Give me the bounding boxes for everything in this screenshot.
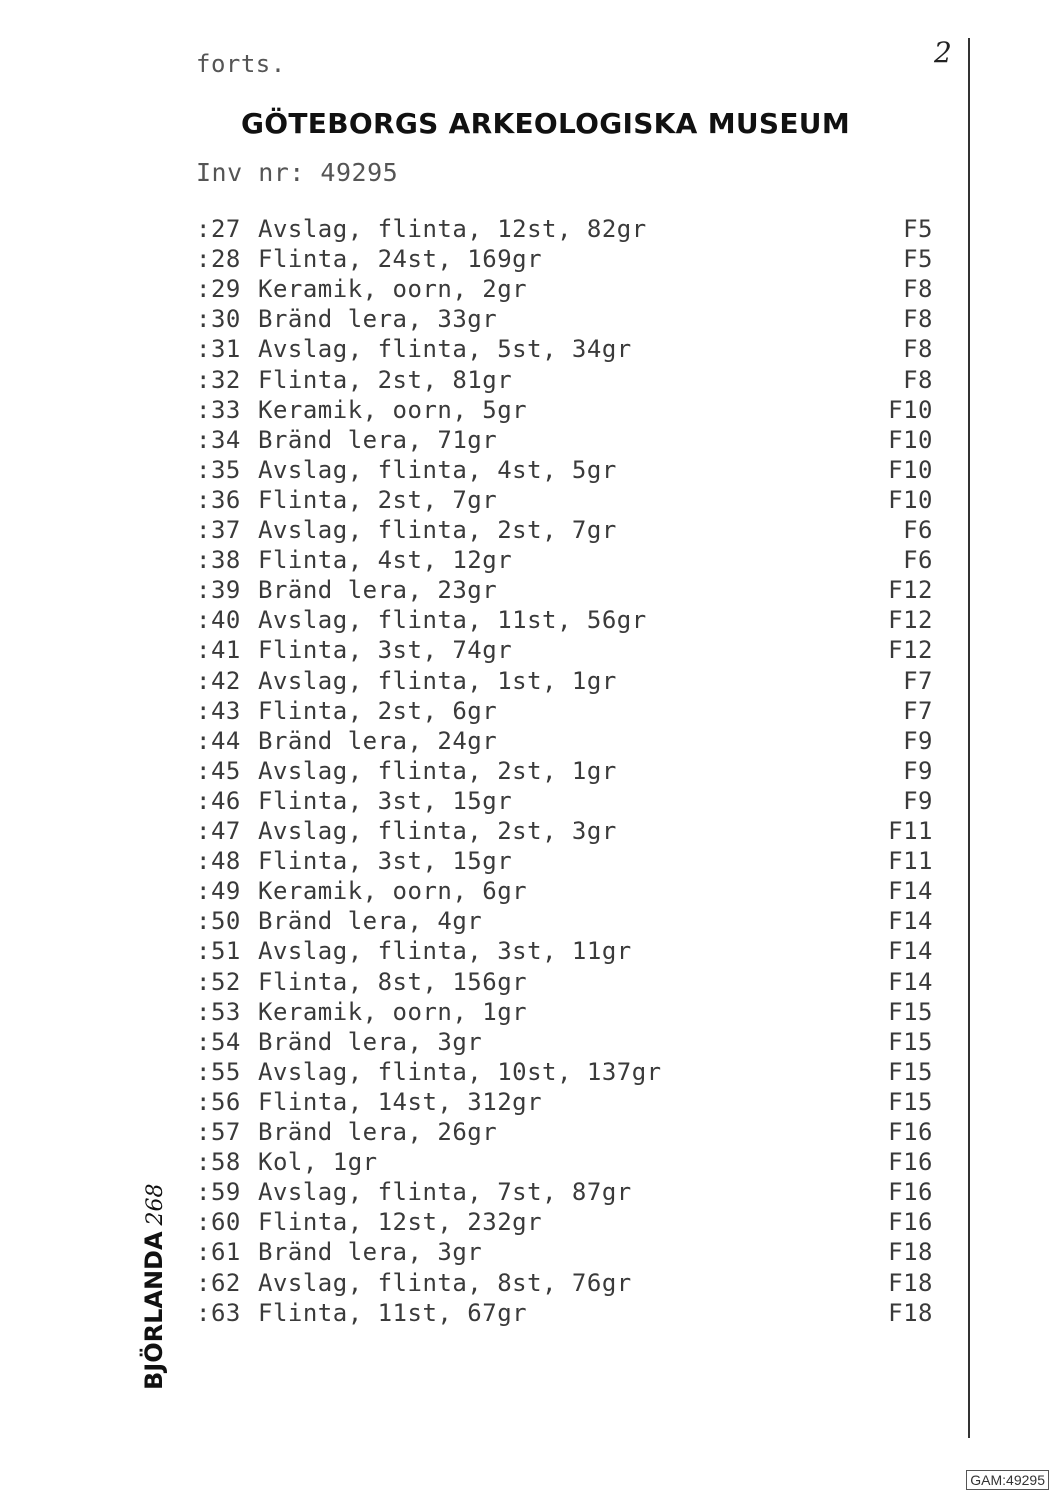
item-number: :42	[196, 666, 241, 695]
item-description: Bränd lera, 24gr	[258, 726, 498, 755]
list-item	[196, 606, 941, 636]
item-location: F10	[888, 455, 933, 484]
continued-label: forts.	[196, 50, 286, 78]
item-number: :35	[196, 455, 241, 484]
item-number: :57	[196, 1118, 241, 1146]
list-item	[196, 546, 941, 576]
list-item	[196, 697, 941, 727]
item-number: :53	[196, 997, 241, 1026]
list-item	[196, 817, 941, 847]
item-location: F6	[903, 516, 933, 544]
list-item	[196, 907, 941, 937]
item-description: Kol, 1gr	[258, 1148, 378, 1177]
item-number: :39	[196, 576, 241, 605]
list-item	[196, 727, 941, 757]
list-item	[196, 486, 941, 516]
item-description: Flinta, 2st, 6gr	[258, 696, 498, 725]
item-number: :49	[196, 877, 241, 906]
item-number: :46	[196, 786, 241, 815]
item-location: F8	[903, 365, 933, 394]
item-description: Flinta, 3st, 15gr	[258, 847, 513, 876]
item-number: :29	[196, 275, 241, 304]
item-description: Avslag, flinta, 3st, 11gr	[258, 937, 632, 966]
list-item	[196, 366, 941, 396]
item-number: :61	[196, 1238, 241, 1267]
item-location: F12	[888, 576, 933, 605]
item-number: :31	[196, 335, 241, 364]
item-number: :59	[196, 1178, 241, 1207]
item-description: Flinta, 14st, 312gr	[258, 1087, 543, 1116]
item-description: Flinta, 3st, 15gr	[258, 786, 513, 815]
list-item	[196, 998, 941, 1028]
list-item	[196, 275, 941, 305]
site-number: 268	[143, 1183, 168, 1226]
item-location: F14	[888, 877, 933, 906]
item-description: Flinta, 3st, 74gr	[258, 636, 513, 665]
item-location: F14	[888, 907, 933, 936]
item-number: :45	[196, 756, 241, 785]
item-number: :60	[196, 1208, 241, 1237]
list-item	[196, 847, 941, 877]
item-location: F8	[903, 305, 933, 334]
list-item	[196, 1299, 941, 1329]
item-description: Avslag, flinta, 7st, 87gr	[258, 1178, 632, 1207]
site-label	[132, 1150, 176, 1390]
list-item	[196, 1058, 941, 1088]
item-location: F10	[888, 395, 933, 424]
list-item	[196, 305, 941, 335]
item-location: F16	[888, 1178, 933, 1207]
item-number: :37	[196, 516, 241, 544]
list-item	[196, 245, 941, 275]
list-item	[196, 1118, 941, 1148]
item-location: F6	[903, 546, 933, 575]
item-location: F11	[888, 847, 933, 876]
list-item	[196, 1208, 941, 1238]
list-item	[196, 787, 941, 817]
item-number: :62	[196, 1268, 241, 1297]
item-description: Avslag, flinta, 4st, 5gr	[258, 455, 617, 484]
item-description: Avslag, flinta, 1st, 1gr	[258, 666, 617, 695]
item-location: F9	[903, 756, 933, 785]
item-description: Avslag, flinta, 8st, 76gr	[258, 1268, 632, 1297]
item-location: F14	[888, 967, 933, 996]
item-number: :27	[196, 215, 241, 243]
list-item	[196, 516, 941, 546]
item-description: Avslag, flinta, 2st, 3gr	[258, 817, 617, 845]
item-number: :33	[196, 395, 241, 424]
list-item	[196, 1148, 941, 1178]
item-description: Bränd lera, 3gr	[258, 1238, 483, 1267]
item-number: :34	[196, 425, 241, 454]
item-location: F16	[888, 1208, 933, 1237]
item-description: Keramik, oorn, 6gr	[258, 877, 528, 906]
item-location: F9	[903, 786, 933, 815]
item-location: F8	[903, 335, 933, 364]
item-location: F10	[888, 485, 933, 514]
list-item	[196, 667, 941, 697]
item-number: :40	[196, 606, 241, 635]
item-number: :52	[196, 967, 241, 996]
item-location: F18	[888, 1268, 933, 1297]
item-description: Bränd lera, 33gr	[258, 305, 498, 334]
item-number: :36	[196, 485, 241, 514]
item-location: F7	[903, 666, 933, 695]
item-location: F7	[903, 696, 933, 725]
item-location: F18	[888, 1298, 933, 1327]
item-number: :30	[196, 305, 241, 334]
list-item	[196, 1178, 941, 1208]
list-item	[196, 636, 941, 666]
item-number: :58	[196, 1148, 241, 1177]
page-number: 2	[934, 36, 952, 69]
list-item	[196, 877, 941, 907]
item-location: F14	[888, 937, 933, 966]
list-item	[196, 1269, 941, 1299]
item-number: :32	[196, 365, 241, 394]
list-item	[196, 396, 941, 426]
list-item	[196, 1088, 941, 1118]
item-number: :54	[196, 1027, 241, 1056]
list-item	[196, 937, 941, 967]
item-location: F9	[903, 726, 933, 755]
list-item	[196, 1238, 941, 1268]
item-description: Flinta, 2st, 81gr	[258, 365, 513, 394]
list-item	[196, 757, 941, 787]
item-location: F10	[888, 425, 933, 454]
site-name: BJÖRLANDA	[140, 1231, 168, 1390]
list-item	[196, 335, 941, 365]
item-description: Avslag, flinta, 5st, 34gr	[258, 335, 632, 364]
item-number: :38	[196, 546, 241, 575]
item-description: Keramik, oorn, 2gr	[258, 275, 528, 304]
inventory-number: Inv nr: 49295	[196, 158, 399, 187]
item-location: F16	[888, 1148, 933, 1177]
item-number: :55	[196, 1057, 241, 1086]
item-description: Avslag, flinta, 2st, 1gr	[258, 756, 617, 785]
item-number: :43	[196, 696, 241, 725]
margin-rule	[968, 38, 970, 1438]
item-description: Keramik, oorn, 5gr	[258, 395, 528, 424]
item-description: Flinta, 4st, 12gr	[258, 546, 513, 575]
item-location: F11	[888, 817, 933, 845]
archive-stamp: GAM:49295	[966, 1470, 1049, 1490]
item-number: :56	[196, 1087, 241, 1116]
item-description: Flinta, 12st, 232gr	[258, 1208, 543, 1237]
item-description: Flinta, 8st, 156gr	[258, 967, 528, 996]
item-description: Bränd lera, 26gr	[258, 1118, 498, 1146]
item-description: Avslag, flinta, 12st, 82gr	[258, 215, 647, 243]
list-item	[196, 215, 941, 245]
item-description: Bränd lera, 3gr	[258, 1027, 483, 1056]
item-description: Bränd lera, 23gr	[258, 576, 498, 605]
item-description: Flinta, 2st, 7gr	[258, 485, 498, 514]
list-item	[196, 426, 941, 456]
item-number: :47	[196, 817, 241, 845]
list-item	[196, 1028, 941, 1058]
list-item	[196, 576, 941, 606]
item-location: F15	[888, 1057, 933, 1086]
item-location: F15	[888, 1027, 933, 1056]
list-item	[196, 968, 941, 998]
item-number: :28	[196, 245, 241, 274]
item-number: :44	[196, 726, 241, 755]
item-location: F15	[888, 1087, 933, 1116]
item-description: Avslag, flinta, 11st, 56gr	[258, 606, 647, 635]
museum-title: GÖTEBORGS ARKEOLOGISKA MUSEUM	[241, 107, 850, 140]
item-location: F16	[888, 1118, 933, 1146]
item-description: Avslag, flinta, 2st, 7gr	[258, 516, 617, 544]
item-description: Keramik, oorn, 1gr	[258, 997, 528, 1026]
site-label-container	[132, 1150, 176, 1390]
item-number: :48	[196, 847, 241, 876]
item-description: Flinta, 11st, 67gr	[258, 1298, 528, 1327]
item-description: Avslag, flinta, 10st, 137gr	[258, 1057, 662, 1086]
item-location: F18	[888, 1238, 933, 1267]
item-location: F5	[903, 215, 933, 243]
item-number: :41	[196, 636, 241, 665]
item-location: F8	[903, 275, 933, 304]
item-location: F12	[888, 606, 933, 635]
item-number: :50	[196, 907, 241, 936]
item-description: Bränd lera, 71gr	[258, 425, 498, 454]
item-description: Bränd lera, 4gr	[258, 907, 483, 936]
item-description: Flinta, 24st, 169gr	[258, 245, 543, 274]
item-location: F5	[903, 245, 933, 274]
item-location: F15	[888, 997, 933, 1026]
item-location: F12	[888, 636, 933, 665]
item-number: :51	[196, 937, 241, 966]
list-item	[196, 456, 941, 486]
item-number: :63	[196, 1298, 241, 1327]
